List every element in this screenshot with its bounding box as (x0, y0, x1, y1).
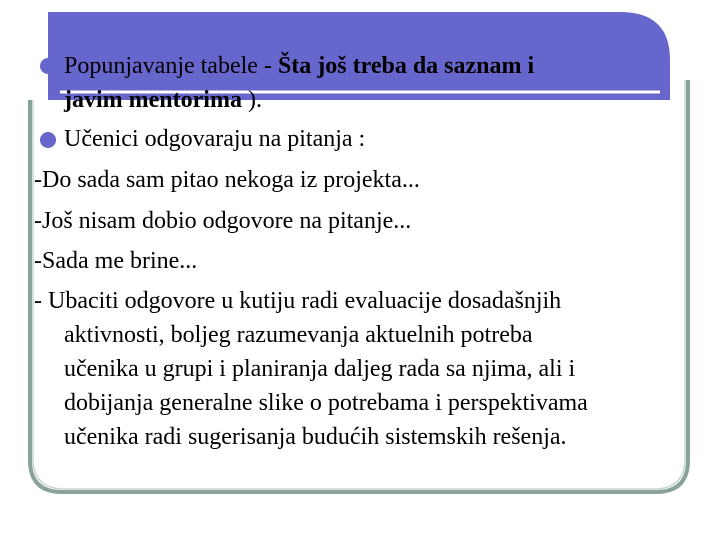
bullet-1-line-1 (64, 49, 534, 83)
dash-item-4-line-4: dobijanja generalne slike o potrebama i perspektivama (64, 390, 588, 416)
bullet-1-line-2 (64, 83, 262, 117)
dash-item-2: -Još nisam dobio odgovore na pitanje... (34, 208, 412, 234)
bullet-1-plain-text-2: ). (241, 87, 262, 113)
bullet-2-text: Učenici odgovaraju na pitanja : (64, 126, 366, 152)
bullet-1-bold-text-2: javim mentorima (64, 87, 242, 113)
dash-item-4-line-3: učenika u grupi i planiranja daljeg rada sa njima, ali i (64, 356, 576, 382)
bullet-dot (40, 58, 56, 74)
dash-item-4-line-2: aktivnosti, boljeg razumevanja aktuelnih potreba (64, 322, 533, 348)
bullet-2-line-1 (64, 122, 365, 156)
bullet-dot (40, 132, 56, 148)
dash-item-4-line-5: učenika radi sugerisanja budućih sistemskih rešenja. (64, 424, 567, 450)
bullet-1-bold-text: Šta još treba da saznam i (277, 53, 535, 79)
dash-item-1: -Do sada sam pitao nekoga iz projekta... (34, 167, 420, 193)
bullet-1-plain-text: Popunjavanje tabele - (64, 53, 278, 79)
dash-item-4-line-1: - Ubaciti odgovore u kutiju radi evaluacije dosadašnjih (34, 288, 562, 314)
dash-item-3: -Sada me brine... (34, 248, 198, 274)
